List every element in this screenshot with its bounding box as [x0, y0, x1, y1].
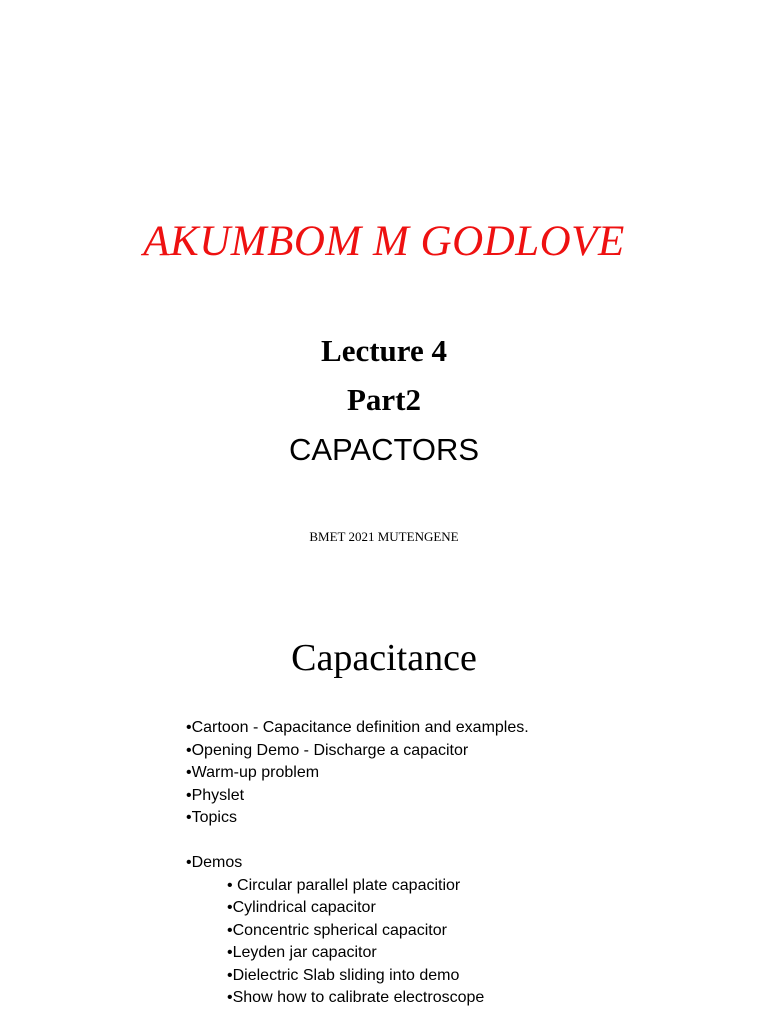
bullet-item: •Topics: [186, 809, 237, 826]
author-name: AKUMBOM M GODLOVE: [143, 218, 625, 265]
lecture-number: Lecture 4: [321, 333, 447, 368]
bullet-item: •Physlet: [186, 786, 245, 804]
lecture-part: Part2: [346, 382, 422, 417]
sub-bullet-item: •Show how to calibrate electroscope: [227, 989, 485, 1006]
bullet-item: •Warm-up problem: [186, 764, 320, 781]
bullet-list: [186, 717, 746, 1010]
sub-bullet-item: • Circular parallel plate capacitior: [227, 876, 461, 894]
sub-bullet-item: •Dielectric Slab sliding into demo: [227, 966, 460, 984]
sub-bullet-item: •Leyden jar capacitor: [227, 944, 377, 961]
sub-bullet-item: •Cylindrical capacitor: [227, 899, 376, 916]
bullet-item: •Demos: [186, 854, 243, 871]
sub-bullet-item: •Concentric spherical capacitor: [227, 921, 447, 939]
bullet-item: •Opening Demo - Discharge a capacitor: [186, 741, 469, 759]
bullet-item: •Cartoon - Capacitance definition and examples.: [186, 719, 529, 736]
slide-title: Capacitance: [291, 637, 477, 679]
course-label: BMET 2021 MUTENGENE: [309, 529, 459, 544]
lecture-topic: CAPACTORS: [288, 432, 480, 467]
